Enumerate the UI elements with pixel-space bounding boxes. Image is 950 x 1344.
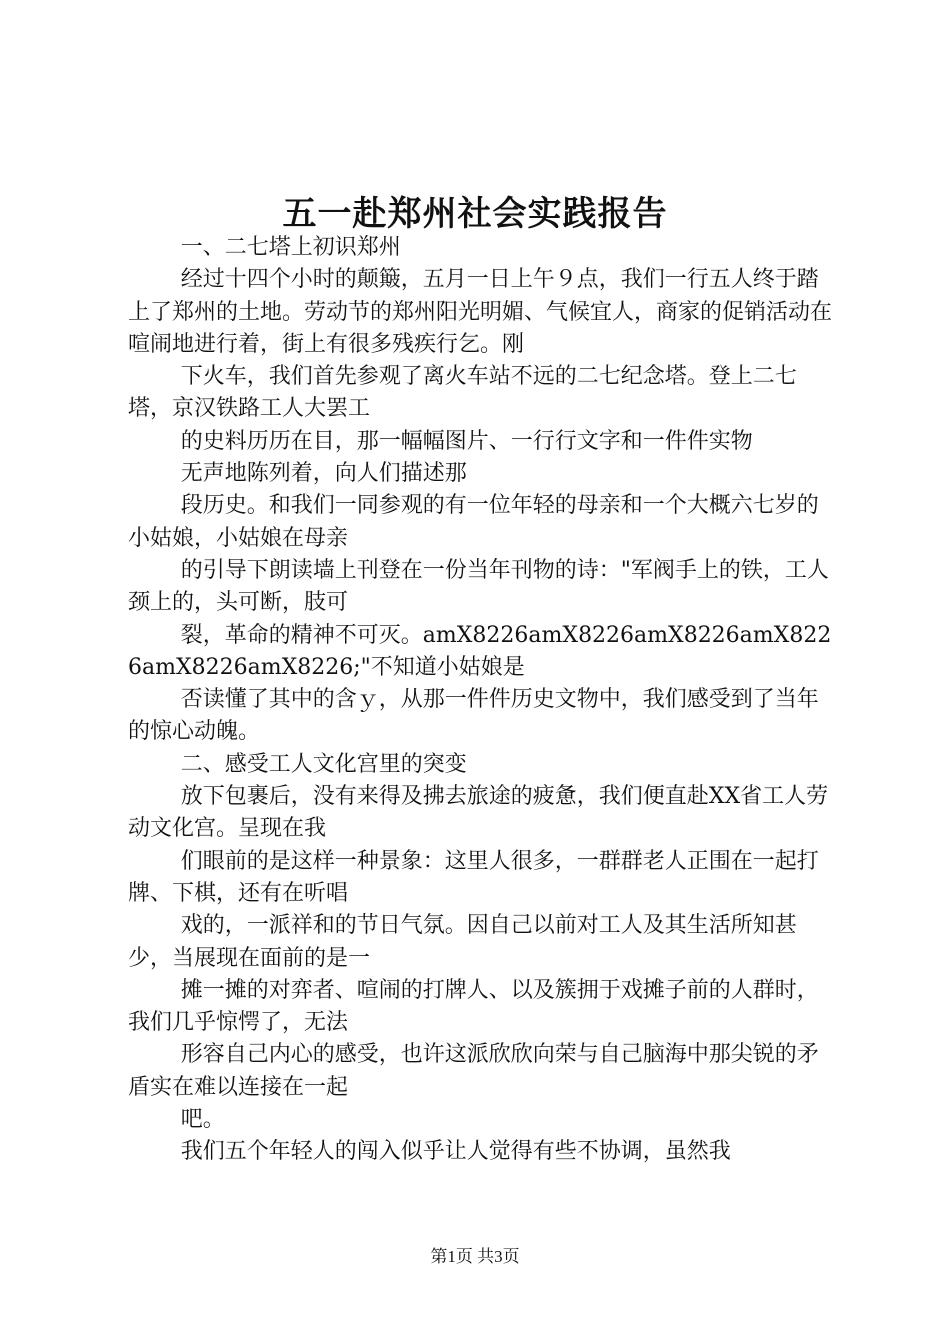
paragraph: 形容自己内心的感受，也许这派欣欣向荣与自己脑海中那尖锐的矛盾实在难以连接在一起 <box>128 1042 819 1100</box>
paragraph: 的引导下朗读墙上刊登在一份当年刊物的诗："军阀手上的铁，工人颈上的，头可断，肢可 <box>128 557 829 616</box>
page-footer: 第1页 共3页 <box>430 1247 520 1266</box>
paragraph: 段历史。和我们一同参观的有一位年轻的母亲和一个大概六七岁的小姑娘，小姑娘在母亲 <box>128 493 819 551</box>
section-heading: 一、二七塔上初识郑州 <box>180 235 401 260</box>
paragraph: 下火车，我们首先参观了离火车站不远的二七纪念塔。登上二七塔，京汉铁路工人大罢工 <box>128 364 797 422</box>
paragraph: 裂，革命的精神不可灭。amX8226amX8226amX8226amX8226amX8226amX8226;"不知道小姑娘是 <box>128 622 832 680</box>
paragraph: 吧。 <box>180 1107 225 1133</box>
paragraph: 放下包裹后，没有来得及拂去旅途的疲惫，我们便直赴XX省工人劳动文化宫。呈现在我 <box>128 784 829 842</box>
paragraph: 们眼前的是这样一种景象：这里人很多，一群群老人正围在一起打牌、下棋，还有在听唱 <box>128 848 819 906</box>
paragraph: 经过十四个小时的颠簸，五月一日上午９点，我们一行五人终于踏上了郑州的土地。劳动节的郑州阳光明媚、气候宜人，商家的促销活动在喧闹地进行着，街上有很多残疾行乞。刚 <box>128 267 833 357</box>
paragraph: 摊一摊的对弈者、喧闹的打牌人、以及簇拥于戏摊子前的人群时，我们几乎惊愕了，无法 <box>128 977 819 1036</box>
paragraph: 戏的，一派祥和的节日气氛。因自己以前对工人及其生活所知甚少，当展现在面前的是一 <box>128 913 797 971</box>
section-heading: 二、感受工人文化宫里的突变 <box>180 751 467 777</box>
paragraph: 我们五个年轻人的闯入似乎让人觉得有些不协调，虽然我 <box>180 1139 731 1165</box>
paragraph: 的史料历历在目，那一幅幅图片、一行行文字和一件件实物 <box>180 428 753 454</box>
paragraph: 无声地陈列着，向人们描述那 <box>180 461 467 487</box>
paragraph: 否读懂了其中的含ｙ，从那一件件历史文物中，我们感受到了当年的惊心动魄。 <box>128 687 819 745</box>
document-title: 五一赴郑州社会实践报告 <box>282 194 668 234</box>
document-body <box>128 232 832 1169</box>
